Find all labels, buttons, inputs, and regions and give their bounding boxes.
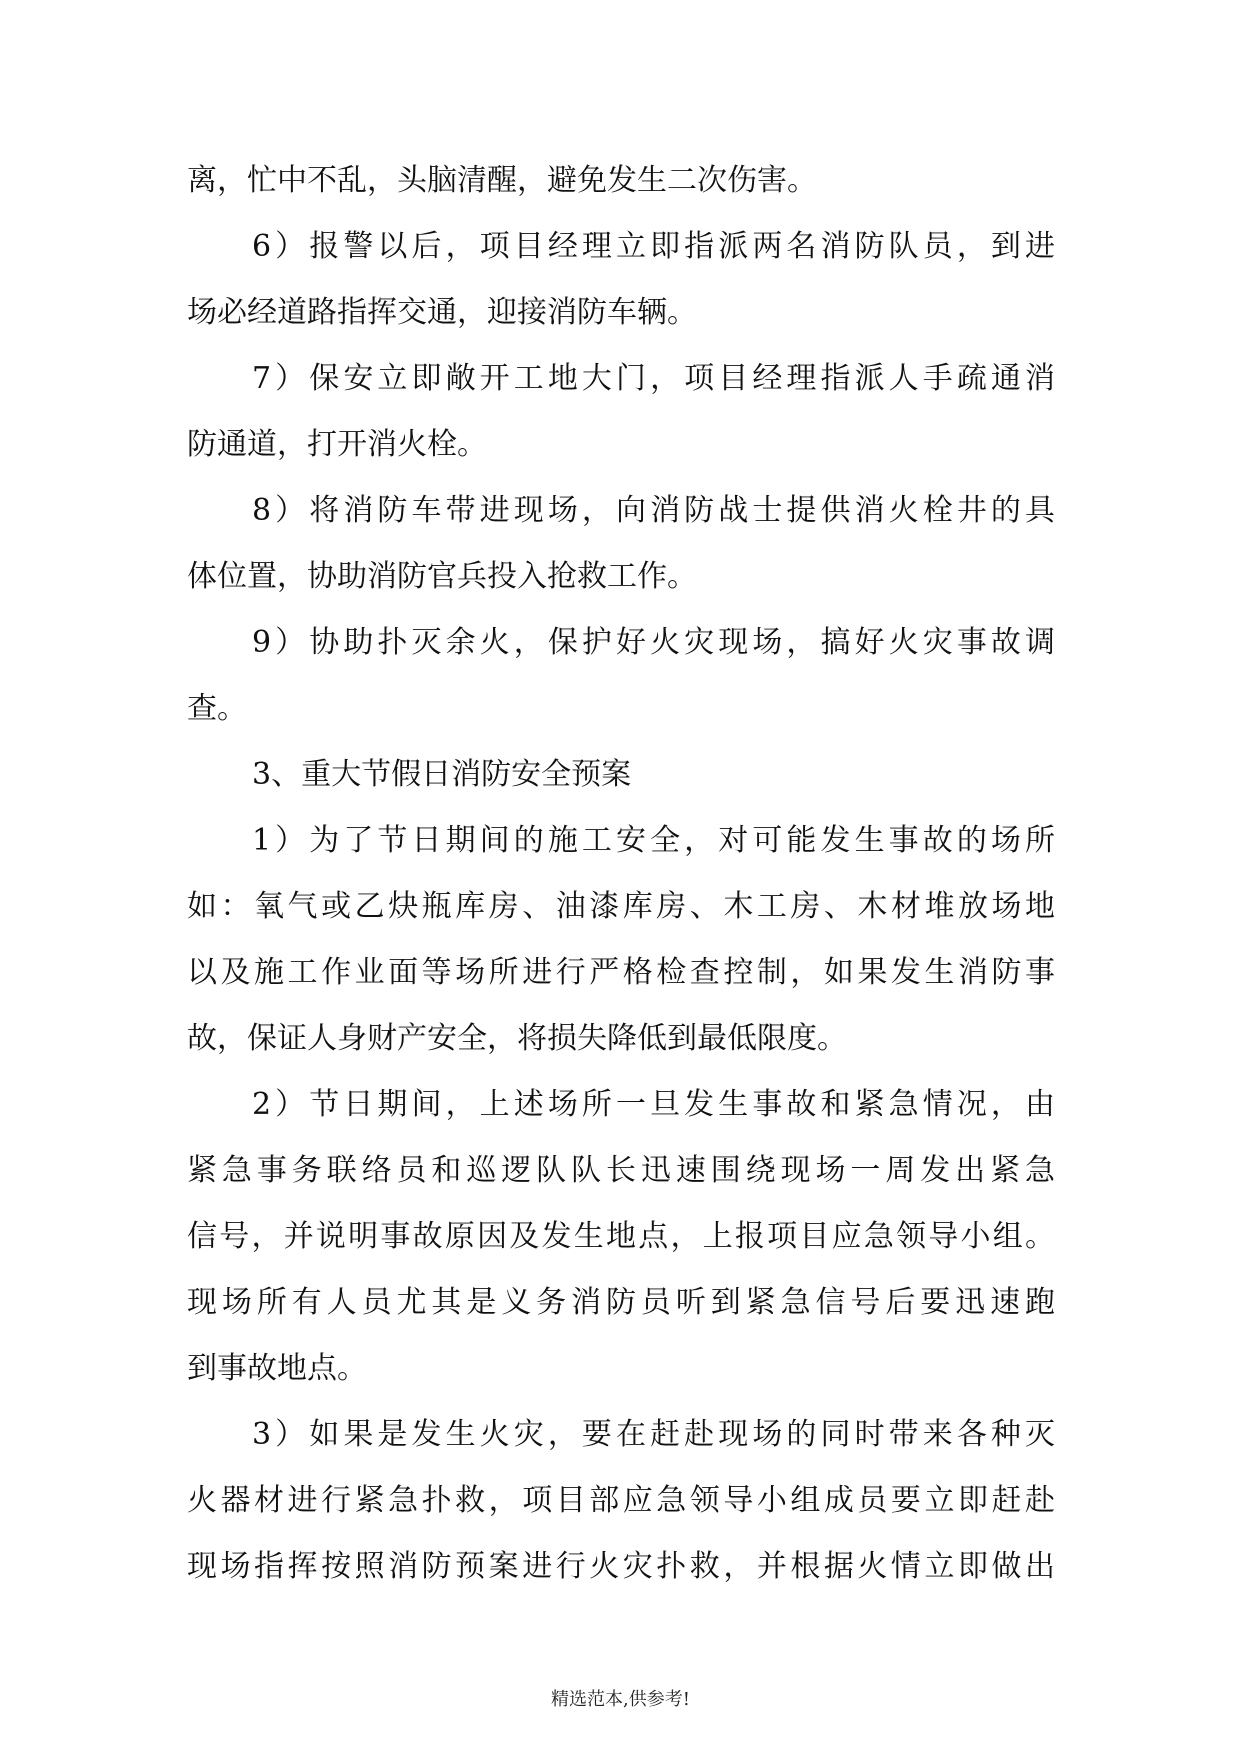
section-heading: 3、重大节假日消防安全预案 xyxy=(252,757,632,792)
text-line: 如：氧气或乙炔瓶库房、油漆库房、木工房、木材堆放场地 xyxy=(187,889,1055,924)
text-line: 现场指挥按照消防预案进行火灾扑救，并根据火情立即做出 xyxy=(187,1549,1055,1584)
text-line: 场必经道路指挥交通，迎接消防车辆。 xyxy=(187,295,697,330)
text-line: 故，保证人身财产安全，将损失降低到最低限度。 xyxy=(187,1021,847,1056)
text-line: 离，忙中不乱，头脑清醒，避免发生二次伤害。 xyxy=(187,163,817,198)
text-line: 体位置，协助消防官兵投入抢救工作。 xyxy=(187,559,697,594)
text-line: 以及施工作业面等场所进行严格检查控制，如果发生消防事 xyxy=(187,955,1055,990)
text-line: 3）如果是发生火灾，要在赶赴现场的同时带来各种灭 xyxy=(252,1417,1055,1452)
text-line: 防通道，打开消火栓。 xyxy=(187,427,487,462)
page-footer: 精选范本,供参考! xyxy=(551,1689,690,1710)
text-line: 7）保安立即敞开工地大门，项目经理指派人手疏通消 xyxy=(252,361,1055,396)
document-body xyxy=(187,148,1055,1600)
text-line: 1）为了节日期间的施工安全，对可能发生事故的场所 xyxy=(252,823,1055,858)
text-line: 到事故地点。 xyxy=(187,1351,367,1386)
text-line: 9）协助扑灭余火，保护好火灾现场，搞好火灾事故调 xyxy=(252,625,1055,660)
text-line: 火器材进行紧急扑救，项目部应急领导小组成员要立即赶赴 xyxy=(187,1483,1055,1518)
text-line: 紧急事务联络员和巡逻队队长迅速围绕现场一周发出紧急 xyxy=(187,1153,1055,1188)
text-line: 8）将消防车带进现场，向消防战士提供消火栓井的具 xyxy=(252,493,1055,528)
text-line: 6）报警以后，项目经理立即指派两名消防队员，到进 xyxy=(252,229,1055,264)
text-line: 查。 xyxy=(187,691,247,726)
text-line: 2）节日期间，上述场所一旦发生事故和紧急情况，由 xyxy=(252,1087,1055,1122)
text-line: 现场所有人员尤其是义务消防员听到紧急信号后要迅速跑 xyxy=(187,1285,1055,1320)
text-line: 信号，并说明事故原因及发生地点，上报项目应急领导小组。 xyxy=(187,1219,1055,1254)
